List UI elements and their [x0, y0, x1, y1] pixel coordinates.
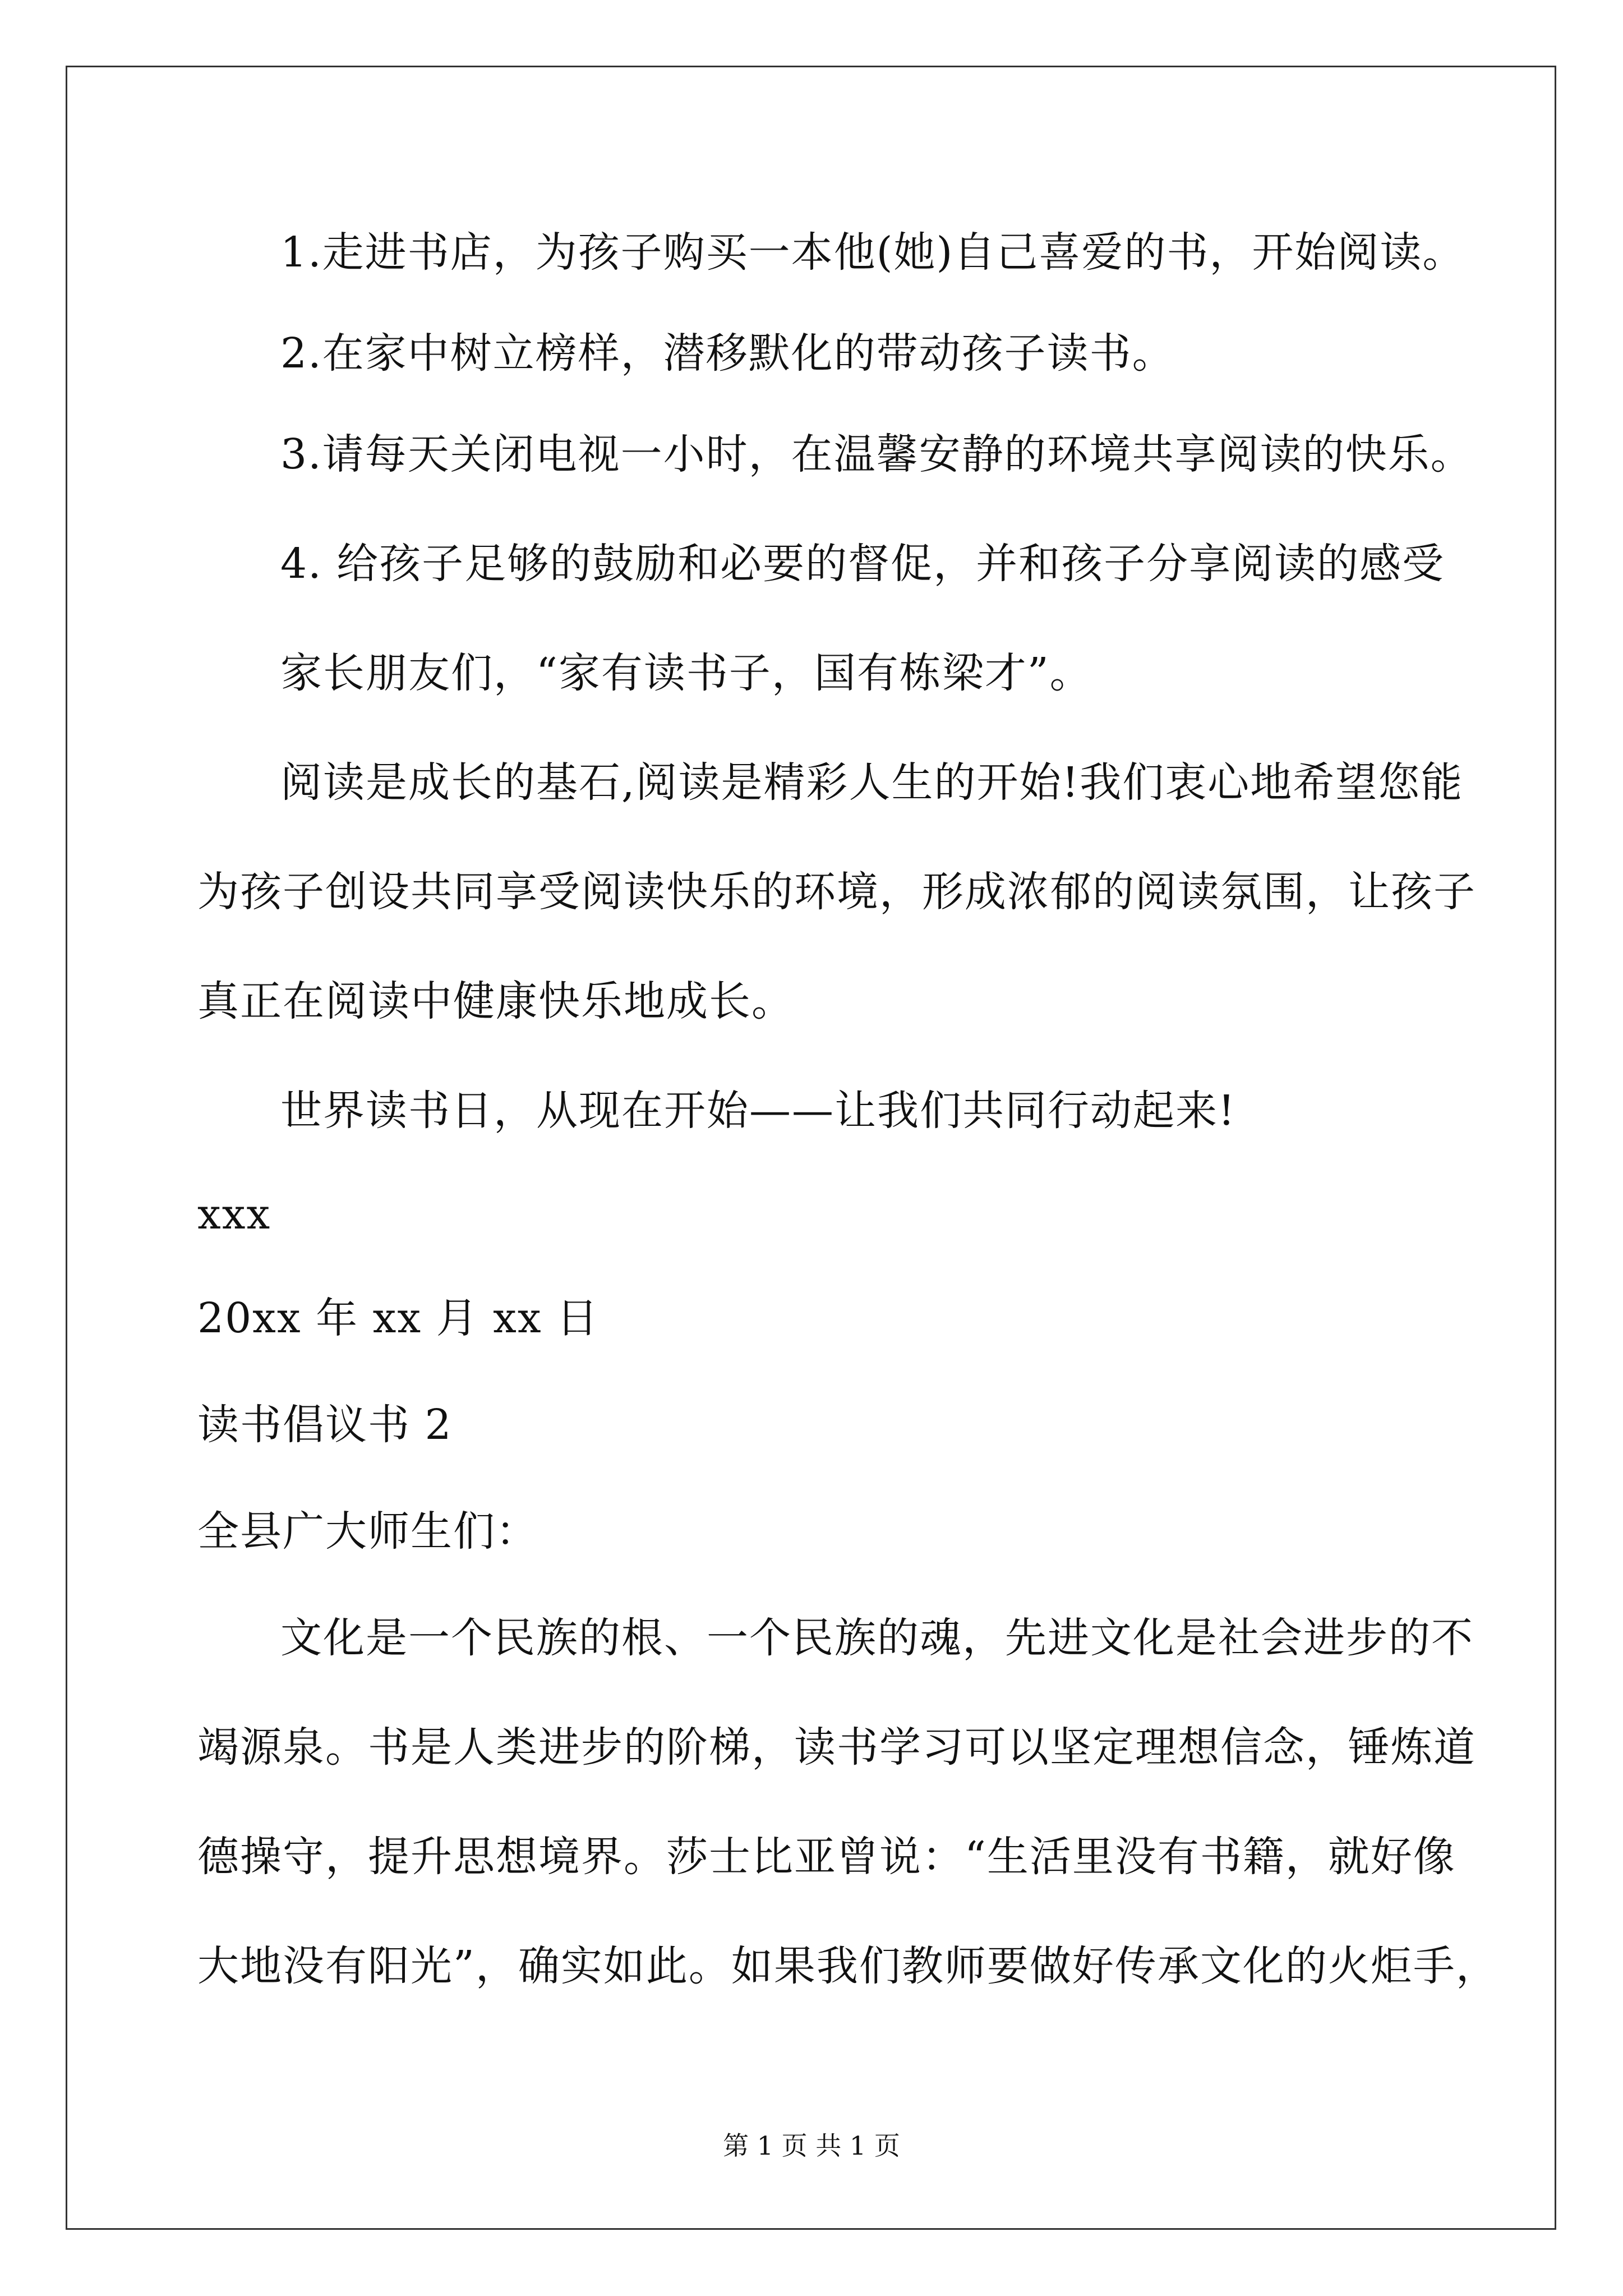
- paragraph-culture-line-1: 文化是一个民族的根、一个民族的魂，先进文化是社会进步的不: [280, 1614, 1474, 1662]
- paragraph-reading-line-2: 为孩子创设共同享受阅读快乐的环境，形成浓郁的阅读氛围，让孩子: [197, 868, 1476, 916]
- page-frame: [66, 66, 1556, 2230]
- paragraph-culture-line-3: 德操守，提升思想境界。莎士比亚曾说：“生活里没有书籍，就好像: [197, 1833, 1456, 1881]
- paragraph-culture-line-2: 竭源泉。书是人类进步的阶梯，读书学习可以坚定理想信念，锤炼道: [197, 1723, 1476, 1772]
- list-item-3: 3.请每天关闭电视一小时，在温馨安静的环境共享阅读的快乐。: [280, 430, 1473, 478]
- paragraph-parents: 家长朋友们，“家有读书子，国有栋梁才”。: [280, 649, 1092, 697]
- paragraph-culture-line-4: 大地没有阳光”，确实如此。如果我们教师要做好传承文化的火炬手，: [197, 1942, 1498, 1990]
- page-number: 第 1 页 共 1 页: [723, 2131, 900, 2161]
- salutation: 全县广大师生们：: [197, 1507, 538, 1556]
- list-item-4: 4. 给孩子足够的鼓励和必要的督促，并和孩子分享阅读的感受: [280, 540, 1445, 588]
- paragraph-reading-line-3: 真正在阅读中健康快乐地成长。: [197, 977, 794, 1025]
- signature: xxx: [197, 1190, 271, 1239]
- date-line: 20xx 年 xx 月 xx 日: [197, 1294, 600, 1342]
- paragraph-reading-line-1: 阅读是成长的基石,阅读是精彩人生的开始!我们衷心地希望您能: [280, 758, 1464, 807]
- list-item-2: 2.在家中树立榜样，潜移默化的带动孩子读书。: [280, 329, 1175, 378]
- list-item-1: 1.走进书店，为孩子购买一本他(她)自己喜爱的书，开始阅读。: [280, 228, 1465, 277]
- paragraph-world-book-day: 世界读书日，从现在开始——让我们共同行动起来!: [280, 1087, 1236, 1135]
- section-title: 读书倡议书 2: [197, 1401, 453, 1449]
